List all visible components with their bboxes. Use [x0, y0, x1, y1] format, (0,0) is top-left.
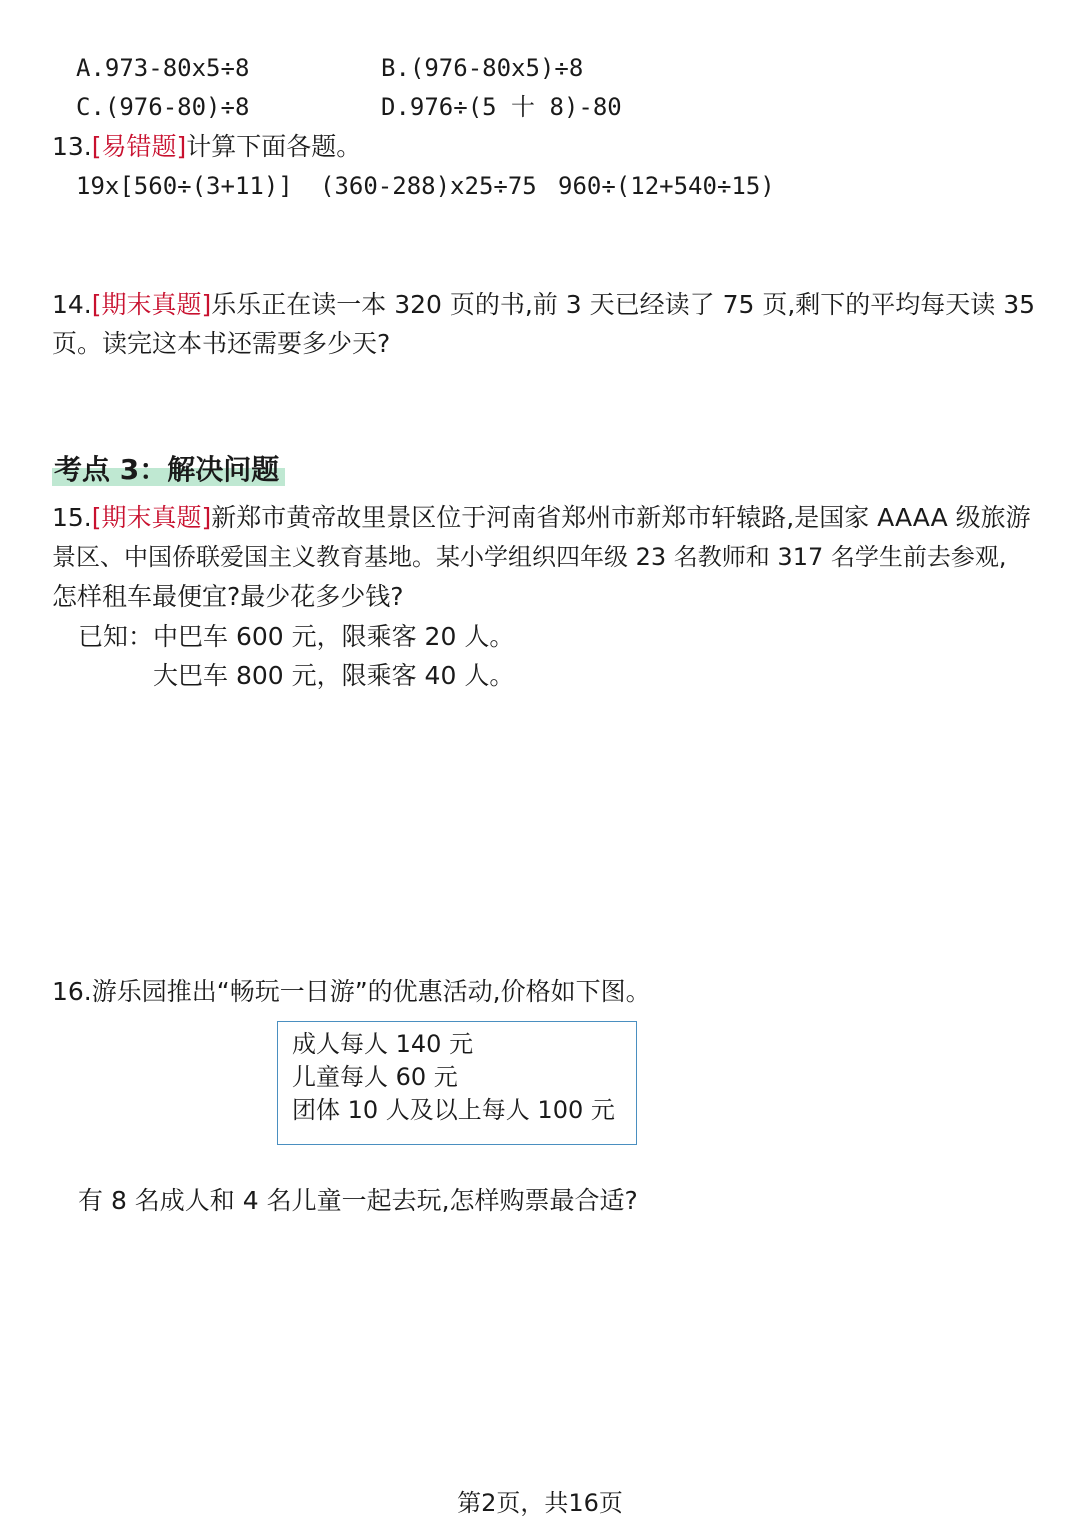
question-15-known-2: 大巴车 800 元，限乘客 40 人。: [153, 661, 515, 690]
question-number: 14.: [52, 290, 92, 319]
question-16-line-1: 16.游乐园推出“畅玩一日游”的优惠活动,价格如下图。: [52, 977, 651, 1006]
price-group: 团体 10 人及以上每人 100 元: [292, 1096, 615, 1124]
question-15-line-1: [52, 502, 1031, 534]
question-number: 15.: [52, 503, 92, 532]
price-child: 儿童每人 60 元: [292, 1063, 458, 1091]
question-text: 乐乐正在读一本 320 页的书,前 3 天已经读了 75 页,剩下的平均每天读 35: [211, 290, 1036, 319]
q13-expression-1: 19x[560÷(3+11)]: [76, 172, 293, 200]
question-tag: [期末真题]: [91, 503, 212, 532]
question-number: 13.: [52, 132, 92, 161]
question-15-line-3: 怎样租车最便宜?最少花多少钱?: [52, 582, 404, 611]
q13-expression-3: 960÷(12+540÷15): [558, 172, 775, 200]
question-text: 计算下面各题。: [186, 132, 362, 161]
price-adult: 成人每人 140 元: [292, 1030, 474, 1058]
question-tag: [期末真题]: [91, 290, 212, 319]
q12-option-c: C.(976-80)÷8: [76, 93, 250, 121]
question-14-line-2: 页。读完这本书还需要多少天?: [52, 329, 391, 358]
section-heading: 考点 3：解决问题: [52, 452, 285, 488]
question-text: 新郑市黄帝故里景区位于河南省郑州市新郑市轩辕路,是国家 AAAA 级旅游: [211, 503, 1031, 532]
q12-option-b: B.(976-80x5)÷8: [381, 54, 584, 82]
question-13-prompt: [52, 131, 361, 163]
question-16-question: 有 8 名成人和 4 名儿童一起去玩,怎样购票最合适?: [78, 1186, 638, 1215]
q12-option-d: D.976÷(5 十 8)-80: [381, 93, 622, 121]
price-box: [277, 1021, 637, 1145]
question-15-known-1: 已知：中巴车 600 元，限乘客 20 人。: [78, 622, 515, 651]
page-number: 第2页，共16页: [457, 1489, 623, 1517]
question-tag: [易错题]: [91, 132, 187, 161]
question-14-line-1: [52, 289, 1035, 321]
q13-expression-2: (360-288)x25÷75: [320, 172, 537, 200]
question-15-line-2: 景区、中国侨联爱国主义教育基地。某小学组织四年级 23 名教师和 317 名学生前去参观,: [52, 543, 1007, 571]
q12-option-a: A.973-80x5÷8: [76, 54, 250, 82]
